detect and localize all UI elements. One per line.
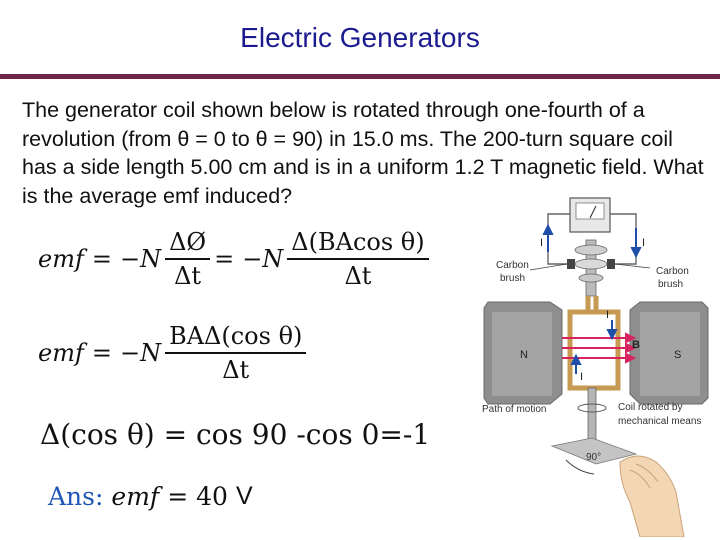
magnet-south-pole: [630, 302, 708, 404]
galvanometer-icon: [570, 198, 610, 232]
answer-value: 40: [196, 482, 228, 511]
equation-delta-cos: Δ(cos θ) = cos 90 -cos 0=-1: [40, 418, 431, 451]
coil-current-bottom-label: I: [580, 371, 584, 383]
coil-current-top-label: I: [606, 309, 610, 321]
eq1-minus-n: −N: [119, 245, 162, 273]
eq2-numerator: BAΔ(cos θ): [165, 322, 306, 354]
answer-label: Ans:: [48, 482, 104, 511]
pole-south-label: S: [674, 349, 682, 361]
rotating-coil: [570, 296, 618, 388]
coil-rotated-line2: mechanical means: [618, 416, 702, 427]
answer-lhs: emf: [111, 482, 160, 511]
answer-line: [48, 482, 253, 511]
carbon-brush-right: [607, 259, 615, 269]
problem-statement: The generator coil shown below is rotated through one-fourth of a revolution (from θ = 0 to θ = 90) in 15.0 ms. The 200-turn square coil has a side length 5.00 cm and is in a uniform 1.2 T magnetic field. What is the average emf induced?: [22, 98, 704, 208]
title-divider: [0, 74, 720, 79]
carbon-brush-left-line2: brush: [500, 273, 526, 284]
answer-unit: V: [235, 482, 253, 510]
eq1-equals-2: =: [214, 245, 235, 273]
eq1-frac1-denominator: Δt: [174, 262, 202, 290]
equation-emf-flux: [38, 228, 433, 290]
carbon-brush-left-line1: Carbon: [496, 260, 529, 271]
path-of-motion-label: Path of motion: [482, 404, 547, 415]
eq1-lhs: emf: [38, 245, 84, 273]
carbon-brush-right-line1: Carbon: [656, 266, 689, 277]
eq1-frac2-numerator: Δ(BAcos θ): [287, 228, 428, 260]
eq2-lhs: emf: [38, 339, 84, 367]
answer-equals: =: [167, 482, 189, 511]
eq1-fraction-bacos: [287, 228, 428, 290]
pole-north-label: N: [520, 349, 528, 361]
eq1-frac2-denominator: Δt: [344, 262, 372, 290]
hand-illustration: [620, 456, 684, 537]
eq1-equals: =: [91, 245, 112, 273]
angle-label: 90°: [586, 452, 602, 463]
eq2-denominator: Δt: [222, 356, 250, 384]
field-label: B: [632, 339, 640, 351]
eq1-fraction-flux: [165, 228, 210, 290]
coil-rotated-line1: Coil rotated by: [618, 402, 683, 413]
current-label-right: I: [642, 237, 646, 249]
eq1-minus-n-2: −N: [242, 245, 284, 273]
carbon-brush-right-line2: brush: [658, 279, 684, 290]
generator-diagram: [470, 192, 720, 537]
eq2-equals: =: [91, 339, 112, 367]
slip-rings: [575, 240, 607, 296]
magnetic-field-lines: [562, 334, 634, 362]
slide-title: Electric Generators: [240, 22, 480, 53]
equation-emf-ba: [38, 322, 310, 384]
carbon-brush-left: [567, 259, 575, 269]
current-label-left: I: [540, 237, 544, 249]
eq2-fraction: [165, 322, 306, 384]
eq2-minus-n: −N: [119, 339, 162, 367]
eq1-frac1-numerator: ΔØ: [165, 228, 210, 260]
